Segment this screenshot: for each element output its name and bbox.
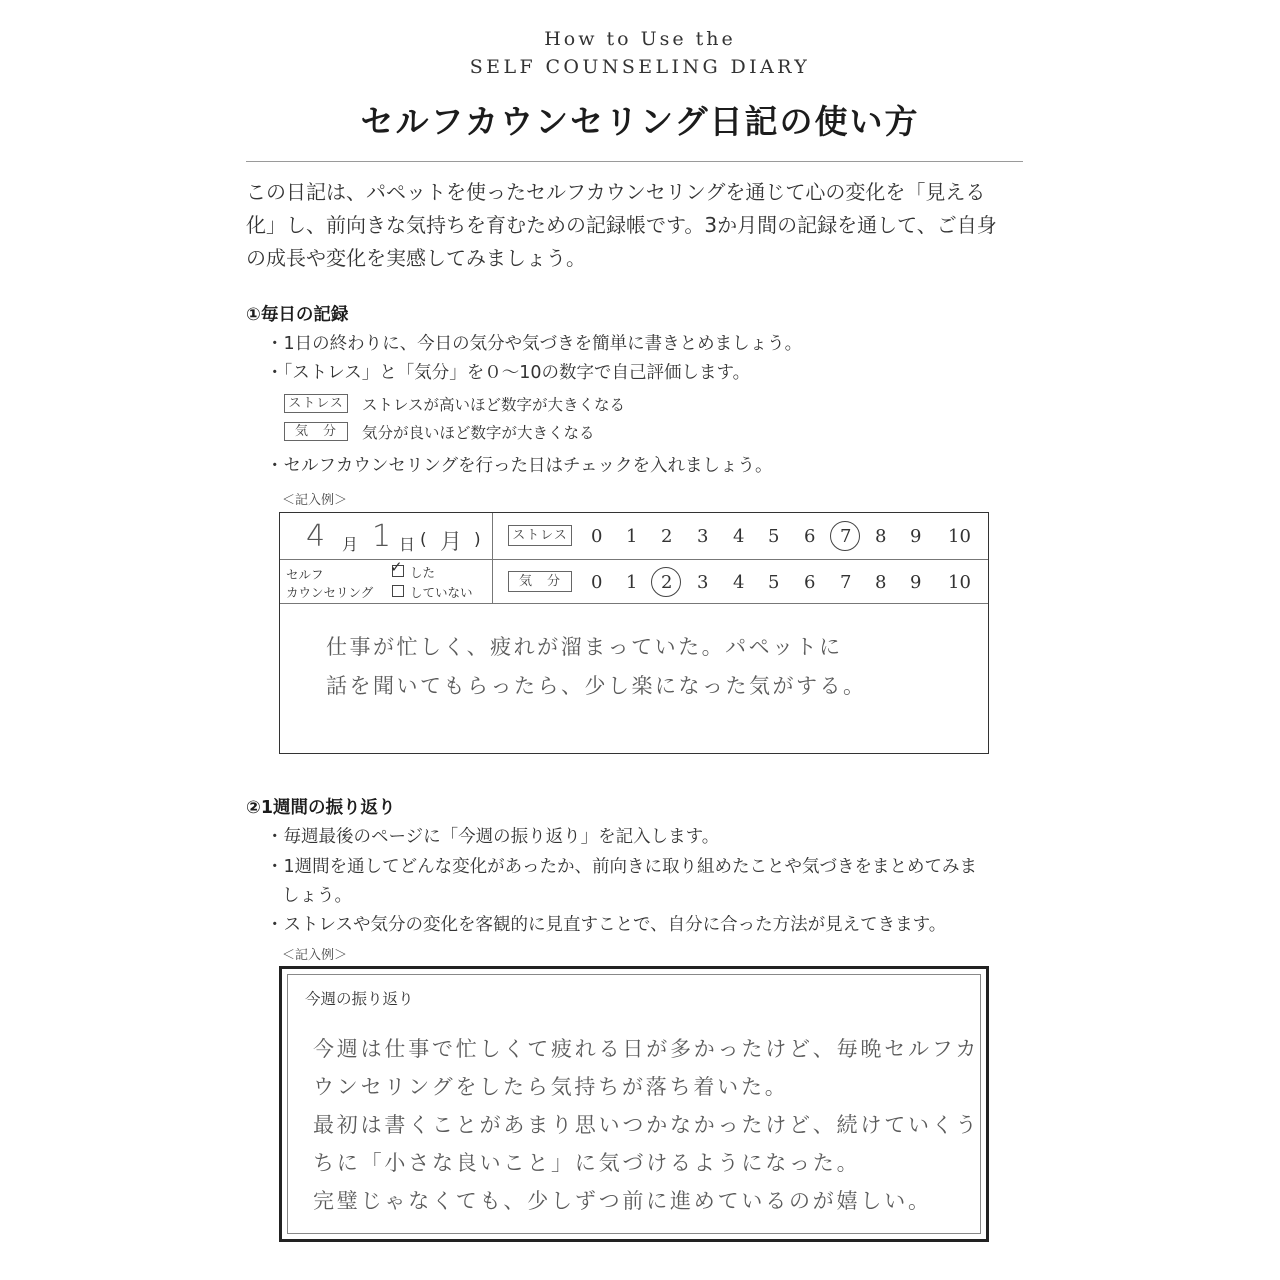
weekly-review-title: 今週の振り返り <box>305 990 414 1008</box>
section1-bullet: ・「ストレス」と「気分」を０～10の数字で自己評価します。 <box>266 363 751 383</box>
weekly-review-example <box>279 966 989 1242</box>
section2-bullet: ・1週間を通してどんな変化があったか、前向きに取り組めたことや気づきをまとめてみま <box>266 857 977 877</box>
review-line: 最初は書くことがあまり思いつかなかったけど、続けていくう <box>313 1113 980 1137</box>
weekday-open-paren: ( <box>420 530 427 550</box>
mood-scale-1[interactable]: 1 <box>626 572 638 593</box>
section1-bullet: ・1日の終わりに、今日の気分や気づきを簡単に書きとめましょう。 <box>266 334 803 354</box>
example-label: ＜記入例＞ <box>282 948 348 963</box>
date-month: 4 <box>306 519 326 554</box>
mood-scale-6[interactable]: 6 <box>804 572 816 593</box>
weekday-close-paren: ) <box>474 530 481 550</box>
note-line: 仕事が忙しく、疲れが溜まっていた。パペットに <box>326 635 843 659</box>
mood-scale-8[interactable]: 8 <box>875 572 887 593</box>
mood-selected-circle <box>651 567 681 597</box>
did-label: した <box>410 565 436 580</box>
stress-scale-9[interactable]: 9 <box>910 526 922 547</box>
mood-scale-label: 気 分 <box>508 571 572 592</box>
mood-scale-9[interactable]: 9 <box>910 572 922 593</box>
review-line: ウンセリングをしたら気持ちが落ち着いた。 <box>313 1075 789 1099</box>
did-not-label: していない <box>410 585 473 600</box>
mood-scale-7[interactable]: 7 <box>840 572 852 593</box>
intro-paragraph <box>246 176 1036 275</box>
eyebrow-line-1: How to Use the <box>544 28 736 50</box>
column-divider <box>492 513 493 603</box>
stress-scale-label: ストレス <box>508 525 572 546</box>
title-divider <box>246 161 1023 162</box>
intro-line: の成長や変化を実感してみましょう。 <box>246 246 586 270</box>
section2-heading: ②1週間の振り返り <box>246 798 396 818</box>
date-day: 1 <box>372 519 392 554</box>
note-line: 話を聞いてもらったら、少し楽になった気がする。 <box>326 674 867 698</box>
mood-tag: 気 分 <box>284 422 348 441</box>
stress-scale-4[interactable]: 4 <box>733 526 745 547</box>
section1-bullet: ・セルフカウンセリングを行った日はチェックを入れましょう。 <box>266 456 773 476</box>
section2-bullet: ・ストレスや気分の変化を客観的に見直すことで、自分に合った方法が見えてきます。 <box>266 915 947 935</box>
mood-scale-3[interactable]: 3 <box>697 572 709 593</box>
mood-scale-10[interactable]: 10 <box>948 572 971 593</box>
mood-tag-description: 気分が良いほど数字が大きくなる <box>362 424 595 442</box>
row-divider <box>280 603 988 604</box>
review-line: ちに「小さな良いこと」に気づけるようになった。 <box>313 1151 861 1175</box>
stress-tag: ストレス <box>284 394 348 413</box>
eyebrow-line-2: SELF COUNSELING DIARY <box>469 56 811 78</box>
section2-bullet: ・毎週最後のページに「今週の振り返り」を記入します。 <box>266 827 720 847</box>
stress-scale-3[interactable]: 3 <box>697 526 709 547</box>
stress-scale-10[interactable]: 10 <box>948 526 971 547</box>
date-month-unit: 月 <box>342 535 359 554</box>
date-day-unit: 日 <box>399 535 416 554</box>
intro-line: 化」し、前向きな気持ちを育むための記録帳です。3か月間の記録を通して、ご自身 <box>246 213 997 237</box>
mood-scale-2[interactable]: 2 <box>661 572 673 593</box>
stress-tag-description: ストレスが高いほど数字が大きくなる <box>362 396 626 414</box>
stress-scale-1[interactable]: 1 <box>626 526 638 547</box>
section1-heading: ①毎日の記録 <box>246 305 349 325</box>
row-divider <box>280 559 988 560</box>
counseling-label: カウンセリング <box>286 585 374 600</box>
counseling-label: セルフ <box>286 567 324 582</box>
daily-record-example <box>279 512 989 754</box>
review-line: 今週は仕事で忙しくて疲れる日が多かったけど、毎晩セルフカ <box>313 1037 980 1061</box>
stress-scale-7[interactable]: 7 <box>840 526 852 547</box>
stress-scale-8[interactable]: 8 <box>875 526 887 547</box>
example-label: ＜記入例＞ <box>282 493 348 508</box>
section2-bullet-continuation: しょう。 <box>282 886 352 906</box>
page-title: セルフカウンセリング日記の使い方 <box>360 102 920 141</box>
did-not-checkbox[interactable] <box>392 585 404 597</box>
date-weekday: 月 <box>440 530 463 555</box>
stress-scale-2[interactable]: 2 <box>661 526 673 547</box>
stress-scale-0[interactable]: 0 <box>591 526 603 547</box>
weekly-review-inner-frame <box>287 974 981 1234</box>
mood-scale-0[interactable]: 0 <box>591 572 603 593</box>
checkmark-icon: ✓ <box>390 558 403 576</box>
intro-line: この日記は、パペットを使ったセルフカウンセリングを通じて心の変化を「見える <box>246 180 986 204</box>
stress-selected-circle <box>830 521 860 551</box>
stress-scale-5[interactable]: 5 <box>768 526 780 547</box>
stress-scale-6[interactable]: 6 <box>804 526 816 547</box>
review-line: 完璧じゃなくても、少しずつ前に進めているのが嬉しい。 <box>313 1189 932 1213</box>
mood-scale-4[interactable]: 4 <box>733 572 745 593</box>
mood-scale-5[interactable]: 5 <box>768 572 780 593</box>
